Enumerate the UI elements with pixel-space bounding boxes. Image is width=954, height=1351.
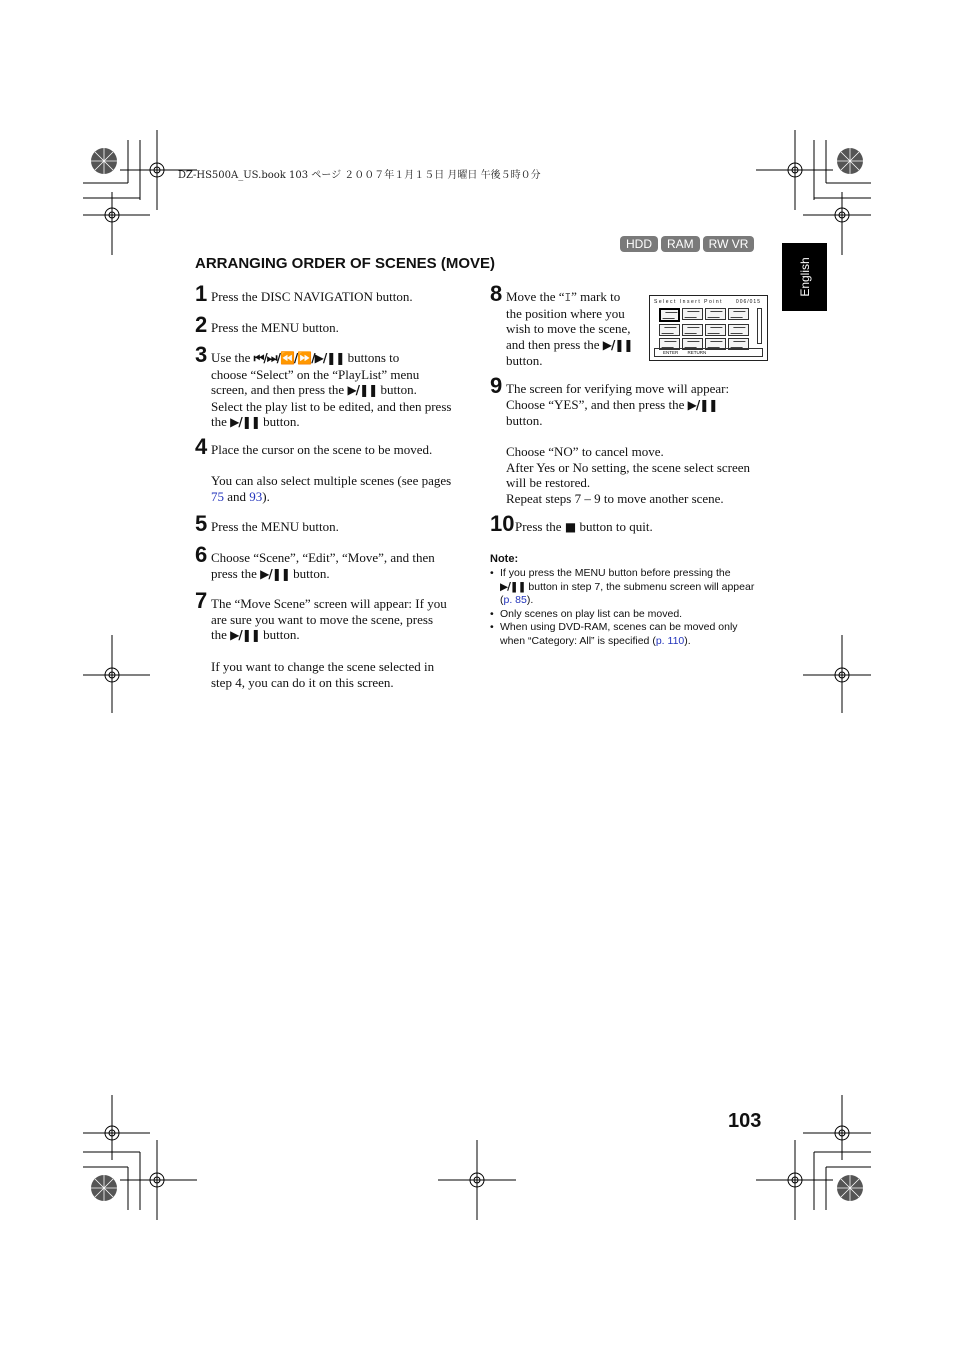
- badge-rw-vr: RW VR: [703, 236, 755, 252]
- step-text: [211, 550, 481, 582]
- step-line: the position where you: [506, 305, 625, 321]
- step-line: Press the MENU button.: [211, 320, 339, 335]
- step-line: If you want to change the scene selected in: [211, 659, 435, 674]
- screen-title: Select Insert Point: [654, 299, 724, 305]
- step-line: Use the ⏮/⏭/⏪/⏩/▶/❚❚ buttons to: [211, 350, 400, 365]
- step-text: [506, 381, 776, 506]
- step-text: [211, 596, 481, 690]
- thumbnail: [659, 324, 680, 336]
- step-line: Press the MENU button.: [211, 519, 339, 534]
- thumbnail: [682, 324, 703, 336]
- step-number: 5: [195, 511, 208, 536]
- skip-rewind-ff-play-icons: ⏮/⏭/⏪/⏩/▶/❚❚: [253, 351, 345, 365]
- step-number: 10: [490, 511, 515, 536]
- step-line: You can also select multiple scenes (see pages: [211, 473, 452, 488]
- step-text: [211, 519, 481, 535]
- play-pause-icon: ▶/❚❚: [230, 628, 260, 642]
- page-link-75[interactable]: 75: [211, 488, 224, 504]
- footer-return-label: RETURN: [687, 350, 707, 355]
- page-link-85[interactable]: p. 85: [503, 594, 527, 606]
- footer-enter-label: ENTER: [663, 350, 679, 355]
- step-number: 3: [195, 342, 208, 367]
- badge-ram: RAM: [661, 236, 700, 252]
- step-line: Press the ■ button to quit.: [515, 519, 653, 534]
- play-pause-icon: ▶/❚❚: [347, 383, 378, 397]
- play-pause-icon: ▶/❚❚: [230, 415, 260, 429]
- thumbnail: [728, 324, 749, 336]
- step-line: step 4, you can do it on this screen.: [211, 674, 394, 690]
- step-line: Press the DISC NAVIGATION button.: [211, 289, 413, 304]
- step-line: The “Move Scene” screen will appear: If you: [211, 596, 447, 611]
- step-line: choose “Select” on the “PlayList” menu: [211, 366, 420, 382]
- play-pause-icon: ▶/❚❚: [687, 397, 718, 412]
- screen-count: 006/015: [735, 299, 761, 305]
- step-text: [211, 350, 481, 431]
- thumbnail: [705, 308, 726, 320]
- media-badges: [620, 236, 754, 252]
- page-link-110[interactable]: p. 110: [655, 634, 685, 647]
- step-line: Select the play list to be edited, and then press: [211, 398, 452, 414]
- step-line: button.: [506, 413, 543, 428]
- step-line: the ▶/❚❚ button.: [211, 414, 300, 429]
- language-tab: [782, 243, 827, 311]
- step-text: [211, 289, 481, 305]
- play-pause-icon: ▶/❚❚: [260, 566, 290, 581]
- step-line: the ▶/❚❚ button.: [211, 627, 300, 642]
- badge-hdd: HDD: [620, 236, 658, 252]
- note-item: • If you press the MENU button before pressing the ▶/❚❚ button in step 7, the submenu screen will appear (p. 85).: [490, 567, 780, 608]
- note-list: [490, 567, 780, 648]
- insert-cursor-icon: I: [564, 291, 572, 304]
- step-number: 4: [195, 434, 208, 459]
- page-number: 103: [728, 1110, 762, 1132]
- step-line: and then press the ▶/❚❚: [506, 336, 633, 352]
- step-line: are sure you want to move the scene, press: [211, 611, 434, 627]
- section-title: ARRANGING ORDER OF SCENES (MOVE): [195, 255, 496, 272]
- step-line: press the ▶/❚❚ button.: [211, 565, 330, 581]
- step-number: 1: [195, 281, 208, 306]
- step-line: 75 and 93).: [211, 488, 270, 504]
- step-number: 9: [490, 373, 503, 398]
- step-text: [515, 519, 775, 536]
- step-number: 2: [195, 312, 208, 337]
- play-pause-icon: ▶/❚❚: [602, 337, 633, 352]
- print-header: DZ-HS500A_US.book 103 ページ ２００７年１月１５日 月曜日 午後５時０分: [178, 170, 541, 181]
- step-line: wish to move the scene,: [506, 321, 631, 336]
- step-line: Repeat steps 7 – 9 to move another scene.: [506, 490, 724, 506]
- step-line: Choose “NO” to cancel move.: [506, 444, 664, 459]
- step-line: After Yes or No setting, the scene select screen: [506, 459, 751, 475]
- language-tab-label: English: [797, 257, 812, 297]
- step-line: Choose “Scene”, “Edit”, “Move”, and then: [211, 550, 435, 565]
- step-number: 8: [490, 281, 503, 306]
- step-text: [211, 442, 481, 504]
- step-text: [506, 289, 646, 369]
- step-text: [211, 320, 481, 336]
- step-line: will be restored.: [506, 475, 591, 490]
- step-line: Move the “I” mark to: [506, 289, 621, 304]
- note-heading: Note:: [490, 553, 519, 565]
- thumbnail: [682, 308, 703, 320]
- step-number: 7: [195, 588, 208, 613]
- insert-point-screen-illustration: [649, 295, 768, 361]
- note-item: • Only scenes on play list can be moved.: [490, 608, 780, 622]
- step-line: Choose “YES”, and then press the ▶/❚❚: [506, 396, 718, 412]
- step-line: screen, and then press the ▶/❚❚ button.: [211, 382, 417, 397]
- thumbnail: [659, 308, 680, 322]
- step-line: Place the cursor on the scene to be moved.: [211, 442, 433, 457]
- thumbnail: [728, 308, 749, 320]
- step-line: The screen for verifying move will appear:: [506, 381, 730, 396]
- page-link-93[interactable]: 93: [249, 488, 263, 504]
- step-number: 6: [195, 542, 208, 567]
- screen-footer: [654, 348, 763, 357]
- note-item: • When using DVD-RAM, scenes can be moved only when “Category: All” is specified (p. 110).: [490, 621, 780, 648]
- thumbnail-grid: [659, 308, 751, 350]
- play-pause-icon: ▶/❚❚: [500, 580, 526, 593]
- stop-icon: ■: [564, 520, 577, 534]
- thumbnail: [705, 324, 726, 336]
- screen-scrollbar: [757, 308, 762, 344]
- step-line: button.: [506, 353, 543, 368]
